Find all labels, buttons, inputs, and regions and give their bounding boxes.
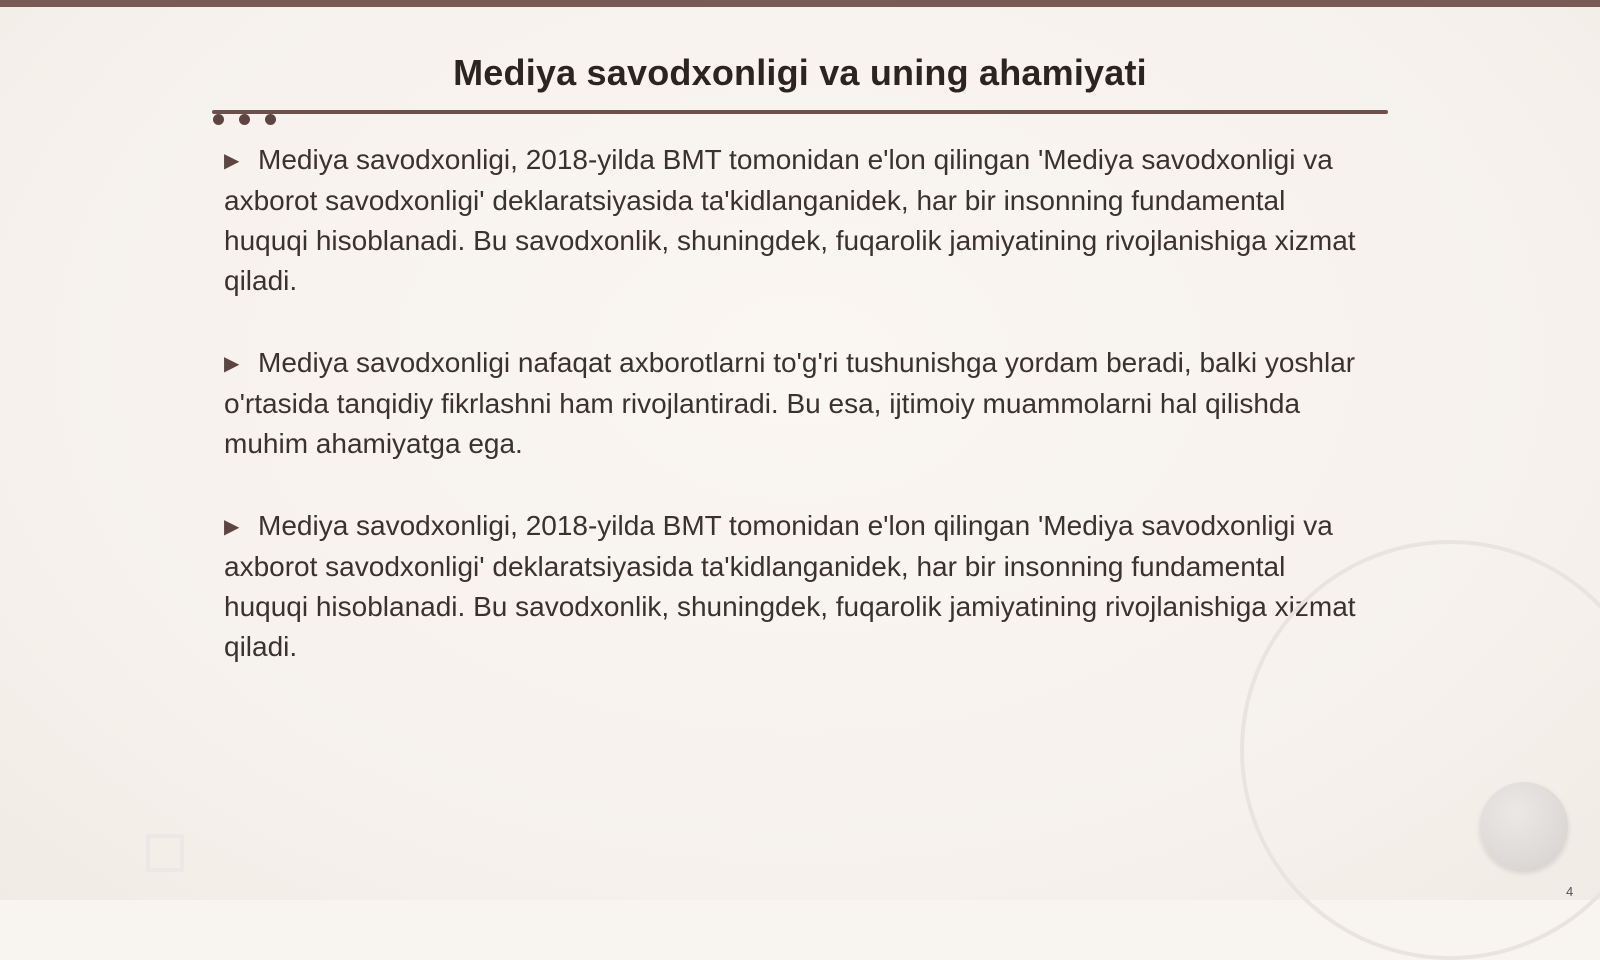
bullet-item [224,343,1374,464]
decorative-dot [213,114,224,125]
top-accent-bar [0,0,1600,7]
bullet-item [224,140,1374,301]
bullet-text: Mediya savodxonligi, 2018-yilda BMT tomonidan e'lon qilingan 'Mediya savodxonligi va axborot savodxonligi' deklaratsiyasida ta'kidlanganidek, har bir insonning fundamental huquqi hisoblanadi. Bu savodxonlik, shuningdek, fuqarolik jamiyatining rivojlanishiga xizmat qiladi. [224,510,1356,662]
bullet-text: Mediya savodxonligi nafaqat axborotlarni to'g'ri tushunishga yordam beradi, balki yoshlar o'rtasida tanqidiy fikrlashni ham rivojlantiradi. Bu esa, ijtimoiy muammolarni hal qilishda muhim ahamiyatga ega. [224,347,1356,459]
decorative-square [146,834,184,872]
bullet-arrow-icon: ▶ [224,353,240,375]
bullet-arrow-icon: ▶ [224,516,240,538]
decorative-dot [265,114,276,125]
title-underline [212,110,1388,114]
decorative-circle [1480,782,1568,870]
bullet-text: Mediya savodxonligi, 2018-yilda BMT tomonidan e'lon qilingan 'Mediya savodxonligi va axborot savodxonligi' deklaratsiyasida ta'kidlanganidek, har bir insonning fundamental huquqi hisoblanadi. Bu savodxonlik, shuningdek, fuqarolik jamiyatining rivojlanishiga xizmat qiladi. [224,144,1356,296]
bullet-item [224,506,1374,667]
slide-title: Mediya savodxonligi va uning ahamiyati [453,52,1147,93]
page-number: 4 [1566,884,1574,899]
bullet-list [224,140,1374,709]
bullet-arrow-icon: ▶ [224,150,240,172]
decorative-dot [239,114,250,125]
